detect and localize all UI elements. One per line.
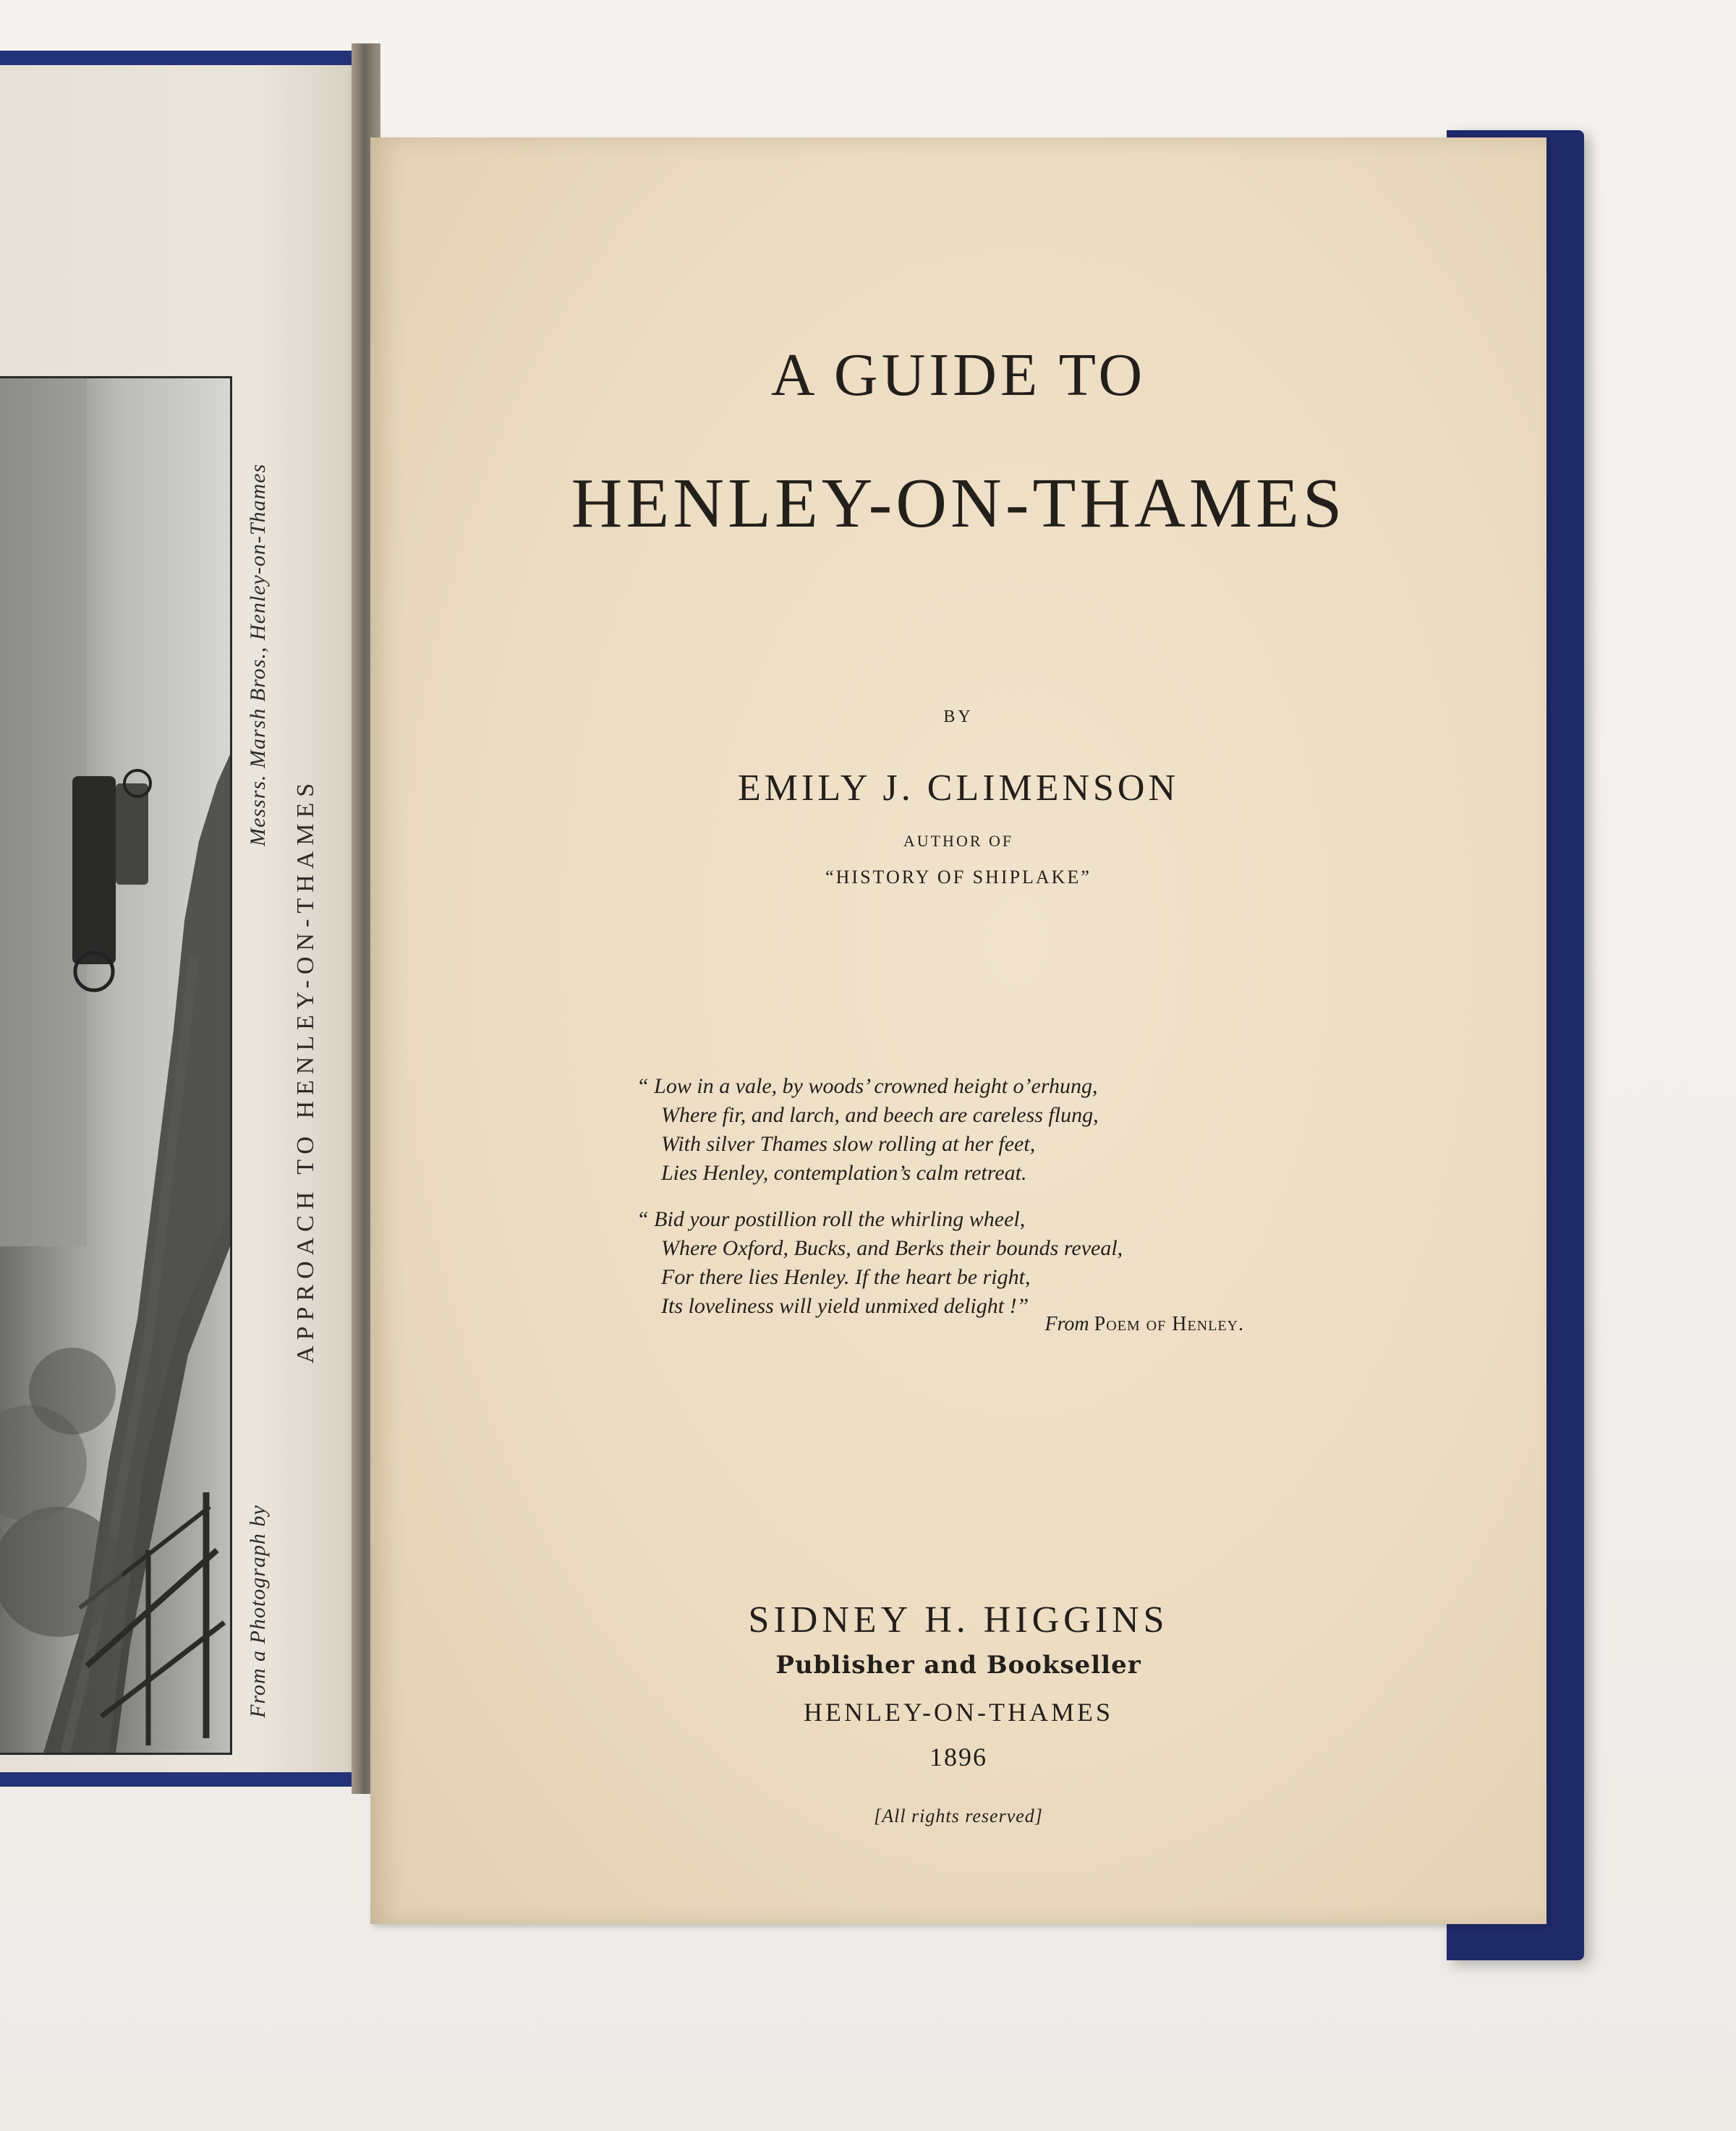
epigraph-poem [637,1072,1259,1321]
poem-line: Lies Henley, contemplation’s calm retreat. [661,1161,1027,1185]
publisher-place: HENLEY-ON-THAMES [804,1698,1113,1727]
poem-line: Where Oxford, Bucks, and Berks their bounds reveal, [661,1236,1123,1260]
attribution-from: From [1044,1313,1089,1335]
photo-credit-prefix: From a Photograph by [246,1505,270,1718]
frontispiece-photograph [0,376,232,1755]
other-work-title: “HISTORY OF SHIPLAKE” [825,867,1092,888]
photograph-image [0,378,230,1753]
attribution-source: Poem of Henley. [1094,1313,1244,1335]
photo-credit-studio: Messrs. Marsh Bros., Henley-on-Thames [246,463,270,846]
poem-attribution [940,1313,1244,1336]
poem-line: With silver Thames slow rolling at her feet, [661,1132,1036,1156]
poem-line: “ Low in a vale, by woods’ crowned height o’erhung, [637,1074,1098,1098]
stanza-gap [637,1188,1259,1205]
poem-line: Where fir, and larch, and beech are careless flung, [661,1103,1099,1127]
author-name: EMILY J. CLIMENSON [737,767,1180,809]
publication-year: 1896 [929,1743,987,1771]
poem-line: For there lies Henley. If the heart be right, [661,1265,1031,1289]
by-line: BY [943,707,974,726]
frontispiece-caption: APPROACH TO HENLEY-ON-THAMES [292,777,319,1364]
publisher-name: SIDNEY H. HIGGINS [748,1599,1169,1641]
title-line-1: A GUIDE TO [770,341,1146,409]
poem-line: Its loveliness will yield unmixed delight !” [661,1294,1029,1318]
rights-notice: [All rights reserved] [874,1805,1043,1826]
title-line-2: HENLEY-ON-THAMES [571,464,1346,543]
author-of-label: AUTHOR OF [903,832,1014,850]
poem-line: “ Bid your postillion roll the whirling wheel, [637,1207,1026,1231]
publisher-role: Publisher and Bookseller [775,1651,1141,1680]
